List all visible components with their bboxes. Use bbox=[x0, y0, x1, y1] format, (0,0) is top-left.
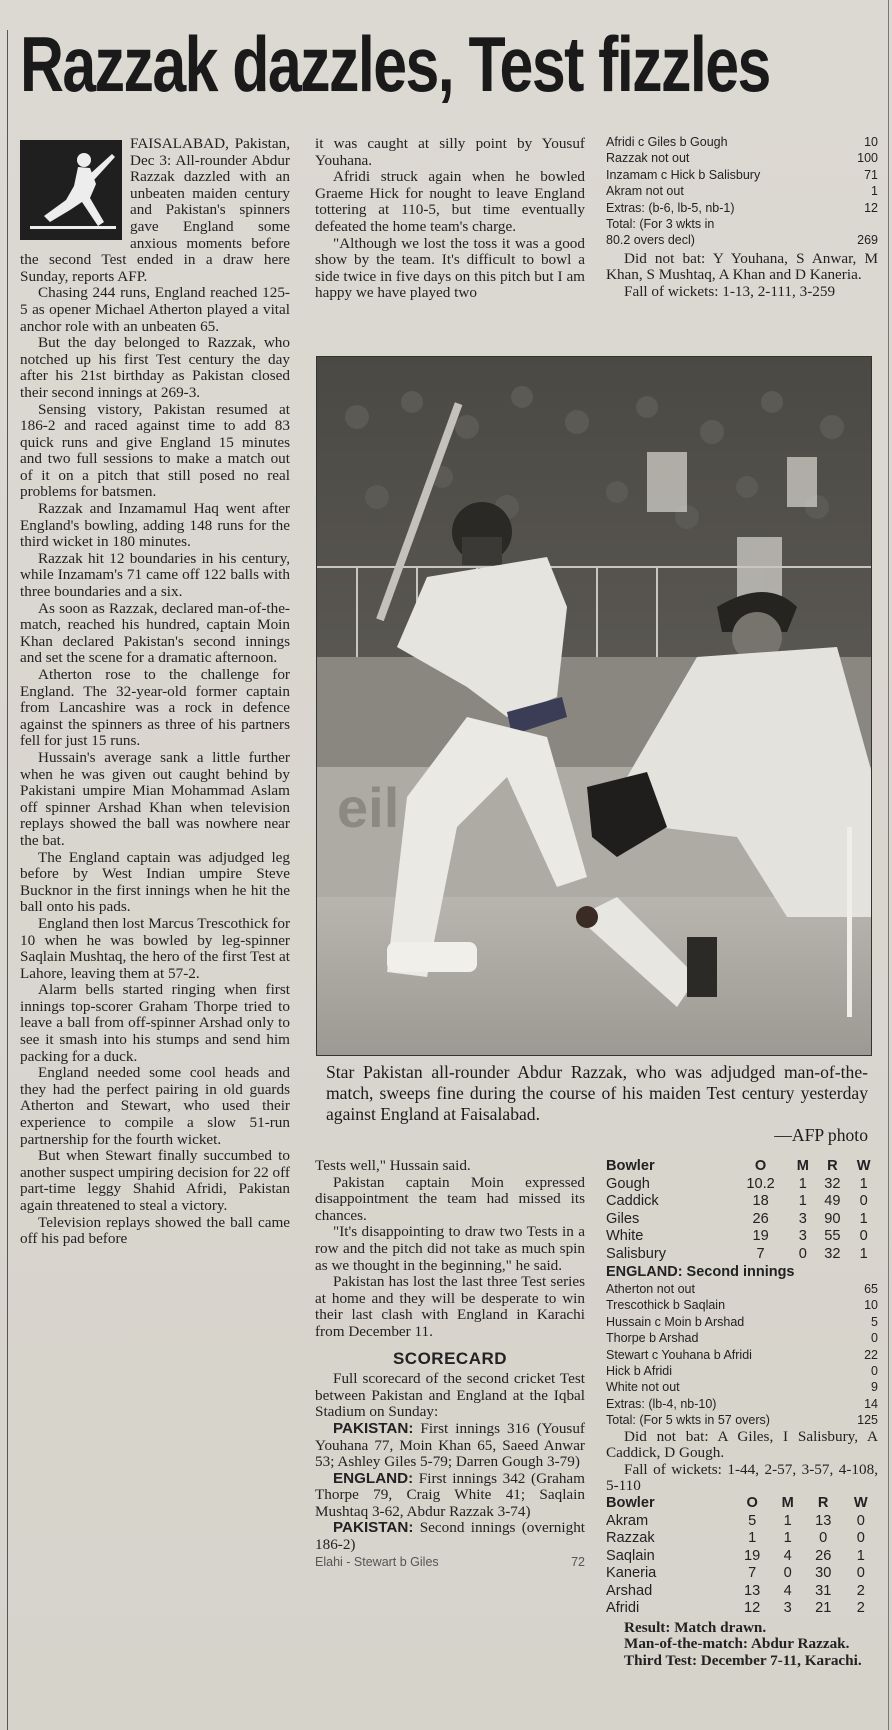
bowling-row bbox=[606, 1246, 878, 1264]
article-paragraph: Razzak and Inzamamul Haq went after England's bowling, adding 148 runs for the third wicket in 180 minutes. bbox=[20, 500, 290, 551]
bowling-header-cell: W bbox=[856, 1158, 871, 1174]
pakistan-bowling-table bbox=[606, 1495, 878, 1618]
bowling-header-cell: M bbox=[796, 1158, 809, 1174]
bowling-cell: 0 bbox=[856, 1530, 865, 1547]
batting-row bbox=[606, 1314, 878, 1330]
runs: 12 bbox=[864, 200, 878, 215]
bowling-cell: 3 bbox=[798, 1228, 807, 1244]
batting-row bbox=[606, 232, 878, 248]
runs: 65 bbox=[864, 1282, 878, 1296]
runs: 9 bbox=[871, 1380, 878, 1395]
batsman-entry: Stewart c Youhana b Afridi bbox=[606, 1347, 752, 1362]
bowling-cell: 1 bbox=[859, 1175, 868, 1192]
batting-row bbox=[606, 167, 878, 183]
article-paragraph: England needed some cool heads and they had the perfect pairing in old guards Atherton and Stewart, who used their experience to compile a slow 51-run partnership for the fourth wicket. bbox=[20, 1064, 290, 1148]
pak-second-innings: PAKISTAN: Second innings (overnight 186-2) bbox=[315, 1519, 586, 1554]
bowling-cell: 1 bbox=[856, 1547, 865, 1564]
england-scorecard bbox=[606, 1158, 878, 1669]
article-paragraph: Tests well," Hussain said. bbox=[315, 1157, 471, 1174]
bowling-cell: 12 bbox=[744, 1600, 761, 1617]
runs: 100 bbox=[857, 151, 878, 166]
bowling-cell: 1 bbox=[798, 1193, 807, 1209]
bowling-cell: 3 bbox=[798, 1210, 807, 1227]
bowling-cell: 0 bbox=[859, 1228, 868, 1244]
batsman-entry: Extras: (lb-4, nb-10) bbox=[606, 1396, 717, 1411]
runs: 0 bbox=[871, 1364, 878, 1379]
bowling-header-cell: O bbox=[746, 1495, 758, 1512]
article-paragraph: As soon as Razzak, declared man-of-the-match, reached his hundred, captain Moin Khan declared Pakistan's second innings and set the scene for a dramatic afternoon. bbox=[20, 599, 290, 667]
batting-row bbox=[606, 1281, 878, 1297]
batting-row bbox=[606, 1396, 878, 1412]
article-paragraph: Afridi struck again when he bowled Graeme Hick for nought to leave England tottering at 110-5, but time eventually defeated the home team's charge. bbox=[315, 168, 585, 235]
batsman-entry: Hick b Afridi bbox=[606, 1364, 672, 1379]
bowling-cell: Gough bbox=[606, 1175, 650, 1192]
bowling-cell: Arshad bbox=[606, 1582, 653, 1599]
article-paragraph: Atherton rose to the challenge for England. The 32-year-old former captain from Lancashire was a rock in defence against the spinners as three of his partners fell for just 15 runs. bbox=[20, 666, 290, 750]
bowling-row bbox=[606, 1583, 878, 1601]
article-paragraph: Pakistan captain Moin expressed disappointment the team had missed its chances. bbox=[315, 1173, 585, 1224]
article-paragraph: Alarm bells started ringing when first innings top-scorer Graham Thorpe tried to leave a ball from off-spinner Arshad only to see it smash into his stumps and send him packing for a duck. bbox=[20, 981, 290, 1065]
batting-row bbox=[606, 134, 878, 150]
bowling-cell: 13 bbox=[815, 1512, 832, 1529]
bowling-cell: 0 bbox=[798, 1245, 807, 1262]
bowling-cell: White bbox=[606, 1228, 644, 1244]
bowling-row bbox=[606, 1600, 878, 1618]
batting-row bbox=[606, 1363, 878, 1379]
batsman-entry: Total: (For 5 wkts in 57 overs) bbox=[606, 1413, 770, 1428]
pak-first-innings: PAKISTAN: First innings 316 (Yousuf Youhana 77, Moin Khan 65, Saeed Anwar 53; Ashley Giles 5-79; Darren Gough 3-79) bbox=[315, 1419, 585, 1471]
batsman-entry: Akram not out bbox=[606, 184, 684, 199]
batting-row bbox=[606, 1347, 878, 1363]
batting-row: Elahi - Stewart b Giles 72 bbox=[315, 1554, 585, 1569]
runs: 0 bbox=[871, 1331, 878, 1346]
scorecard-intro: Full scorecard of the second cricket Test between Pakistan and England at the Iqbal Stadium on Sunday: bbox=[315, 1370, 585, 1421]
bowling-cell: 32 bbox=[824, 1175, 841, 1192]
batting-row bbox=[606, 1412, 878, 1428]
article-paragraph: Razzak hit 12 boundaries in his century, while Inzamam's 71 came off 122 balls with three boundaries and a six. bbox=[20, 549, 290, 601]
batting-row bbox=[606, 1297, 878, 1313]
article-paragraph: Television replays showed the ball came off his pad before bbox=[20, 1213, 290, 1248]
bowling-cell: 90 bbox=[824, 1210, 841, 1227]
bowling-cell: 32 bbox=[824, 1245, 841, 1262]
batting-row bbox=[606, 200, 878, 216]
bowling-cell: 13 bbox=[744, 1582, 761, 1599]
bowling-cell: Caddick bbox=[606, 1193, 659, 1209]
bowling-cell: 26 bbox=[815, 1547, 832, 1564]
bowling-header-cell: Bowler bbox=[606, 1495, 655, 1512]
match-photo bbox=[316, 356, 872, 1056]
bowling-cell: Akram bbox=[606, 1512, 649, 1529]
batsman-entry: Hussain c Moin b Arshad bbox=[606, 1314, 745, 1329]
bowling-cell: 18 bbox=[752, 1193, 769, 1209]
bowling-row bbox=[606, 1211, 878, 1229]
bowling-cell: 0 bbox=[859, 1193, 868, 1209]
batsman-entry: Trescothick b Saqlain bbox=[606, 1298, 726, 1313]
batsman-entry: Afridi c Giles b Gough bbox=[606, 135, 728, 149]
bowling-cell: 5 bbox=[748, 1512, 757, 1529]
bowling-cell: 1 bbox=[798, 1175, 807, 1192]
batting-row bbox=[606, 1330, 878, 1346]
batsman-entry: Extras: (b-6, lb-5, nb-1) bbox=[606, 200, 735, 215]
article-column-2 bbox=[315, 136, 585, 302]
batting-row bbox=[606, 1379, 878, 1395]
article-paragraph: "Although we lost the toss it was a good show by the team. It's difficult to bowl a side twice in five days on this pitch but I am happy we have played two bbox=[315, 234, 585, 302]
man-of-the-match: Man-of-the-match: Abdur Razzak. bbox=[624, 1635, 850, 1653]
bowling-cell: 55 bbox=[824, 1228, 841, 1244]
scorecard-heading: SCORECARD bbox=[392, 1348, 508, 1368]
bowling-header-cell: R bbox=[817, 1495, 829, 1512]
pak-did-not-bat: Did not bat: Y Youhana, S Anwar, M Khan, S Mushtaq, A Khan and D Kaneria. bbox=[606, 249, 878, 284]
england-bowling-table bbox=[606, 1158, 878, 1263]
bowling-cell: 4 bbox=[783, 1582, 792, 1599]
bowling-cell: 0 bbox=[856, 1565, 865, 1582]
runs: 71 bbox=[864, 167, 878, 182]
headline: Razzak dazzles, Test fizzles bbox=[20, 20, 770, 108]
svg-text:eil: eil bbox=[337, 776, 400, 839]
bowling-cell: 1 bbox=[748, 1530, 757, 1547]
bowling-row bbox=[606, 1193, 878, 1211]
bowling-row bbox=[606, 1228, 878, 1246]
photo-credit: —AFP photo bbox=[774, 1125, 868, 1145]
batsman-entry: Razzak not out bbox=[606, 151, 690, 166]
article-paragraph: "It's disappointing to draw two Tests in a row and the pitch did not take as much spin as we thought in the beginning," he said. bbox=[315, 1223, 585, 1274]
bowling-cell: 1 bbox=[783, 1512, 792, 1529]
runs: 5 bbox=[871, 1314, 878, 1329]
bowling-cell: 19 bbox=[752, 1228, 769, 1244]
eng-did-not-bat: Did not bat: A Giles, I Salisbury, A Caddick, D Gough. bbox=[606, 1427, 878, 1462]
pak-fall-of-wickets: Fall of wickets: 1-13, 2-111, 3-259 bbox=[624, 283, 836, 301]
bowling-header-cell: Bowler bbox=[606, 1158, 655, 1174]
bowling-header-cell: W bbox=[853, 1495, 868, 1512]
bowling-cell: 2 bbox=[856, 1600, 865, 1617]
eng-fall-of-wickets: Fall of wickets: 1-44, 2-57, 3-57, 4-108, 5-110 bbox=[606, 1460, 878, 1495]
article-paragraph: But the day belonged to Razzak, who notched up his first Test century the day after his 21st birthday as Pakistan closed their second innings at 269-3. bbox=[20, 334, 290, 401]
bowling-header-row bbox=[606, 1158, 878, 1176]
article-paragraph: FAISALABAD, Pakistan, Dec 3: All-rounder Abdur Razzak dazzled with an unbeaten maiden century and Pakistan's spinners gave England some anxious moments before the second Test ended in a draw here Sunday, reports AFP. bbox=[20, 135, 290, 285]
article-paragraph: Hussain's average sank a little further when he was given out caught behind by Pakistani umpire Mian Mohammad Aslam off spinner Arshad Khan when television replays showed the ball was nowhere near the bat. bbox=[20, 748, 290, 849]
bowling-cell: 30 bbox=[815, 1565, 832, 1582]
batsman-entry: 80.2 overs decl) bbox=[606, 233, 695, 248]
bowling-cell: 0 bbox=[856, 1512, 865, 1529]
runs: 10 bbox=[864, 1298, 878, 1313]
bowling-cell: 26 bbox=[752, 1210, 769, 1227]
eng-first-innings: ENGLAND: First innings 342 (Graham Thorpe 79, Craig White 41; Saqlain Mushtaq 3-62, Abdur Razzak 3-74) bbox=[315, 1469, 585, 1520]
bowling-cell: 19 bbox=[744, 1547, 761, 1564]
batting-row bbox=[606, 183, 878, 199]
article-paragraph: England then lost Marcus Trescothick for 10 when he was bowled by leg-spinner Saqlain Mushtaq, the hero of the first Test at Lahore, leaving them at 57-2. bbox=[20, 914, 290, 982]
runs bbox=[848, 216, 878, 232]
column-rule bbox=[888, 0, 889, 1730]
runs: 269 bbox=[857, 233, 878, 248]
bowling-cell: 4 bbox=[783, 1547, 792, 1564]
runs: 14 bbox=[864, 1396, 878, 1411]
batsman-entry: Inzamam c Hick b Salisbury bbox=[606, 167, 761, 182]
bowling-cell: 3 bbox=[783, 1600, 792, 1617]
bowling-cell: 10.2 bbox=[746, 1175, 775, 1192]
pakistan-batting-scorecard bbox=[606, 134, 878, 301]
article-paragraph: Chasing 244 runs, England reached 125-5 as opener Michael Atherton played a vital anchor role with an unbeaten 65. bbox=[20, 284, 290, 335]
bowling-cell: Salisbury bbox=[606, 1245, 667, 1262]
bowling-cell: Saqlain bbox=[606, 1547, 655, 1564]
bowling-cell: Kaneria bbox=[606, 1565, 657, 1582]
third-test-info: Third Test: December 7-11, Karachi. bbox=[624, 1651, 862, 1669]
bowling-cell: 2 bbox=[856, 1582, 865, 1599]
bowling-cell: 0 bbox=[819, 1530, 828, 1547]
article-paragraph: it was caught at silly point by Yousuf Youhana. bbox=[315, 135, 585, 169]
article-paragraph: But when Stewart finally succumbed to another suspect umpiring decision for 22 off part-time leggy Shahid Afridi, Pakistan again threatened to steal a victory. bbox=[20, 1147, 290, 1214]
batting-row bbox=[606, 150, 878, 166]
bowling-cell: Razzak bbox=[606, 1530, 655, 1547]
column-rule bbox=[7, 30, 8, 1730]
batting-row bbox=[606, 216, 878, 232]
runs: 22 bbox=[864, 1347, 878, 1362]
bowling-header-cell: M bbox=[781, 1495, 794, 1512]
bowling-cell: 7 bbox=[756, 1245, 765, 1262]
runs: 1 bbox=[871, 184, 878, 199]
bowling-row bbox=[606, 1565, 878, 1583]
batsman-entry: Atherton not out bbox=[606, 1282, 695, 1296]
bowling-cell: 21 bbox=[815, 1600, 832, 1617]
article-paragraph: Pakistan has lost the last three Test series at home and they will be desperate to win their last clash with England in Karachi from December 11. bbox=[315, 1273, 585, 1340]
bowling-cell: 7 bbox=[748, 1565, 757, 1582]
runs: 125 bbox=[857, 1413, 878, 1428]
bowling-header-cell: O bbox=[754, 1158, 767, 1174]
bowling-cell: 1 bbox=[859, 1210, 868, 1227]
bowling-row bbox=[606, 1513, 878, 1531]
bowling-row bbox=[606, 1530, 878, 1548]
batsman-entry: White not out bbox=[606, 1380, 680, 1395]
caption-text: Star Pakistan all-rounder Abdur Razzak, who was adjudged man-of-the-match, sweeps fine during the course of his maiden Test century yesterday against England at Faisalabad. bbox=[326, 1062, 868, 1124]
bowling-row bbox=[606, 1176, 878, 1194]
bowling-cell: Afridi bbox=[606, 1600, 640, 1617]
bowling-cell: 1 bbox=[859, 1245, 868, 1262]
batsman-entry: Thorpe b Arshad bbox=[606, 1331, 699, 1346]
bowling-cell: 0 bbox=[783, 1565, 792, 1582]
bowling-cell: 49 bbox=[824, 1193, 841, 1209]
article-column-2-continued bbox=[315, 1158, 585, 1570]
article-column-1 bbox=[20, 136, 290, 1248]
batsman-entry: Total: (For 3 wkts in bbox=[606, 217, 715, 232]
photo-caption bbox=[326, 1062, 868, 1146]
bowling-header-row bbox=[606, 1495, 878, 1513]
article-paragraph: The England captain was adjudged leg before by West Indian umpire Steve Bucknor in the first innings when he hit the ball onto his pads. bbox=[20, 848, 290, 916]
england-second-innings-title: ENGLAND: Second innings bbox=[606, 1264, 795, 1280]
bowling-row bbox=[606, 1548, 878, 1566]
bowling-cell: 1 bbox=[783, 1530, 792, 1547]
match-result: Result: Match drawn. bbox=[624, 1618, 767, 1636]
bowling-cell: Giles bbox=[606, 1210, 640, 1227]
article-paragraph: Sensing vistory, Pakistan resumed at 186-2 and raced against time to add 83 quick runs and give England 15 minutes and two full sessions to make a match out of it on a pitch that still posed no real problems for batsmen. bbox=[20, 400, 290, 501]
bowling-header-cell: R bbox=[827, 1158, 838, 1174]
runs: 10 bbox=[864, 135, 878, 149]
cricketer-logo-icon bbox=[20, 140, 122, 240]
bowling-cell: 31 bbox=[815, 1582, 832, 1599]
